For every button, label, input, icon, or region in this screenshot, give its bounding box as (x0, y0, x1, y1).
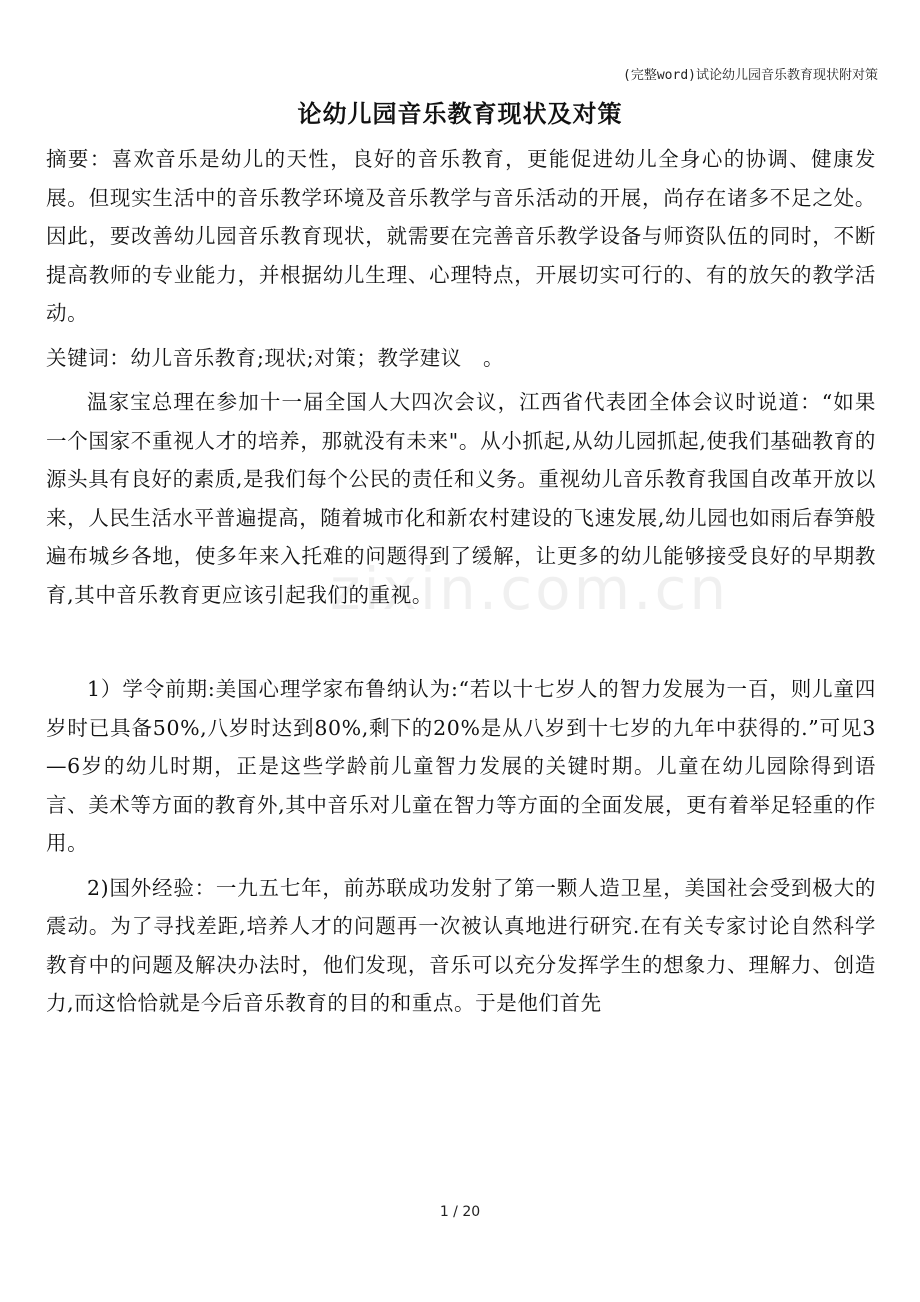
running-header: (完整word)试论幼儿园音乐教育现状附对策 (623, 68, 878, 83)
body-paragraph-foreign-experience: 2)国外经验：一九五七年，前苏联成功发射了第一颗人造卫星，美国社会受到极大的震动。为了寻找差距,培养人才的问题再一次被认真地进行研究.在有关专家讨论自然科学教育中的问题及解决办法时，他们发现，音乐可以充分发挥学生的想象力、理解力、创造力,而这恰恰就是今后音乐教育的目的和重点。于是他们首先 (46, 875, 876, 1015)
document-body (46, 140, 876, 1023)
body-paragraph-intro: 温家宝总理在参加十一届全国人大四次会议，江西省代表团全体会议时说道：“如果一个国家不重视人才的培养，那就没有未来"。从小抓起,从幼儿园抓起,使我们基础教育的源头具有良好的素质,是我们每个公民的责任和义务。重视幼儿音乐教育我国自改革开放以来，人民生活水平普遍提高，随着城市化和新农村建设的飞速发展,幼儿园也如雨后春笋般遍布城乡各地，使多年来入托难的问题得到了缓解，让更多的幼儿能够接受良好的早期教育,其中音乐教育更应该引起我们的重视。 (46, 390, 877, 607)
keywords-line: 关键词：幼儿音乐教育;现状;对策；教学建议 。 (46, 345, 505, 370)
page-number: 1 / 20 (439, 1204, 481, 1220)
document-title: 论幼儿园音乐教育现状及对策 (297, 100, 623, 128)
abstract-paragraph: 摘要：喜欢音乐是幼儿的天性，良好的音乐教育，更能促进幼儿全身心的协调、健康发展。但现实生活中的音乐教学环境及音乐教学与音乐活动的开展，尚存在诸多不足之处。因此，要改善幼儿园音乐教育现状，就需要在完善音乐教学设备与师资队伍的同时，不断提高教师的专业能力，并根据幼儿生理、心理特点，开展切实可行的、有的放矢的教学活动。 (46, 147, 876, 325)
watermark: zixin.com.cn (330, 555, 730, 623)
body-paragraph-preschool: 1）学令前期:美国心理学家布鲁纳认为:“若以十七岁人的智力发展为一百，则儿童四岁时已具备50%,八岁时达到80%,剩下的20%是从八岁到十七岁的九年中获得的.”可见3—6岁的幼儿时期，正是这些学龄前儿童智力发展的关键时期。儿童在幼儿园除得到语言、美术等方面的教育外,其中音乐对儿童在智力等方面的全面发展，更有着举足轻重的作用。 (46, 677, 877, 855)
